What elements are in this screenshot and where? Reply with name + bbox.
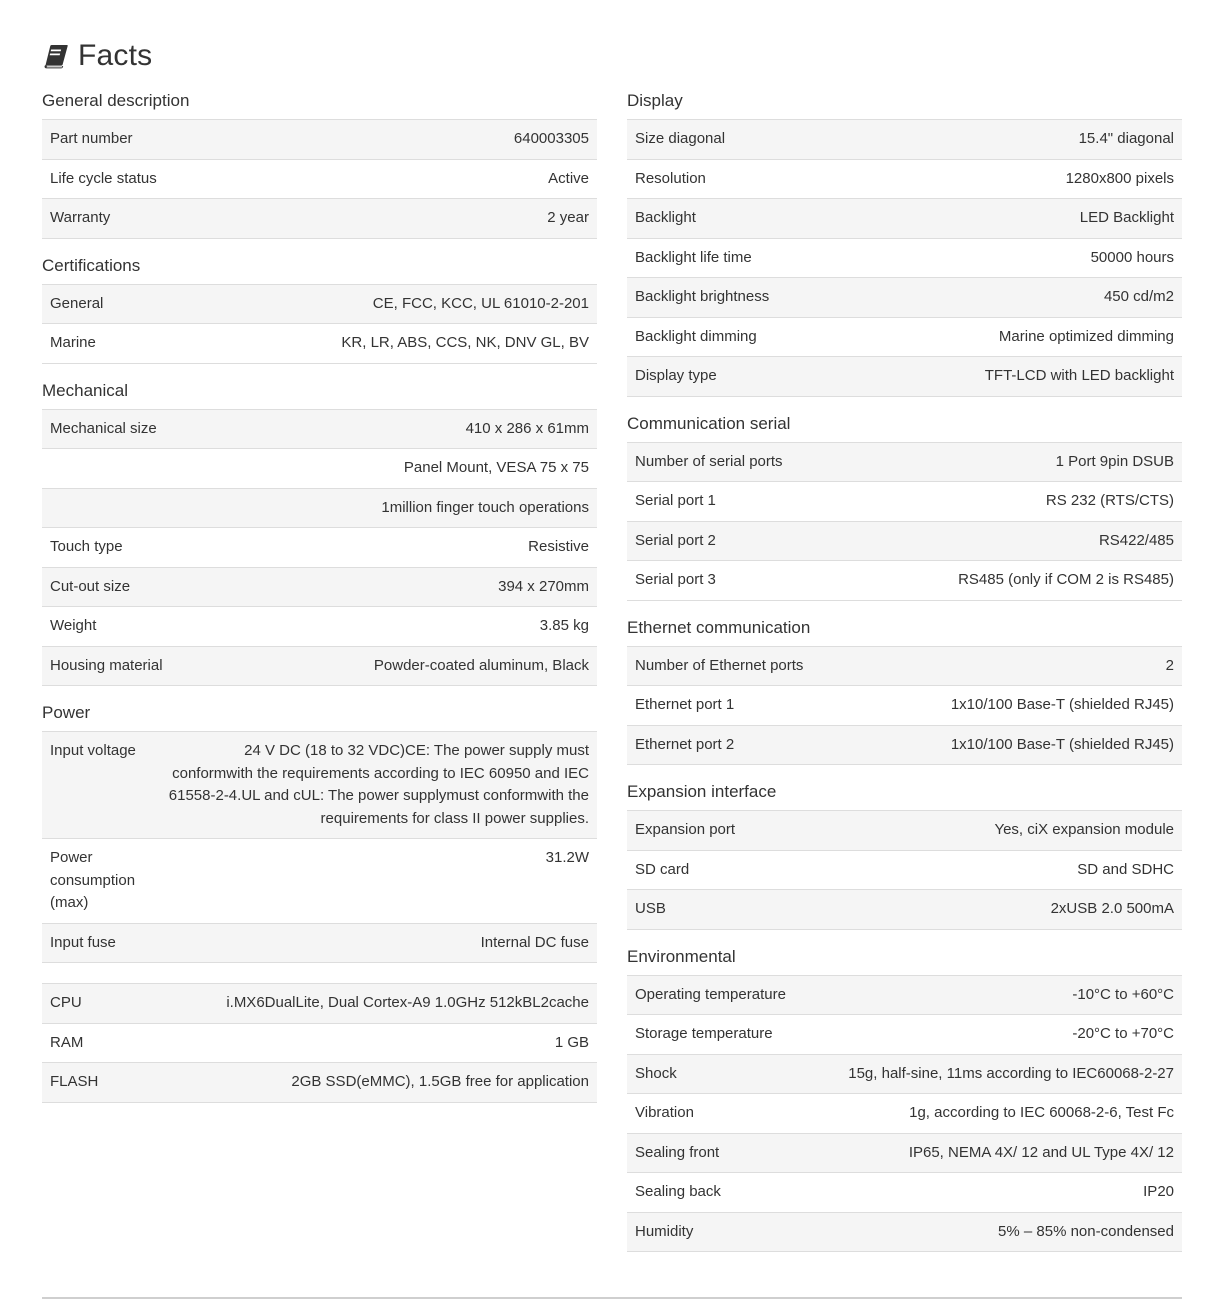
book-icon [42,42,70,70]
row-value: 1280x800 pixels [1065,169,1174,187]
row-label: Vibration [635,1104,694,1121]
row-label [42,449,240,489]
row-value: Yes, ciX expansion module [994,821,1174,838]
table-row [42,567,597,607]
row-label: Backlight brightness [635,288,770,305]
section-title: Expansion interface [627,782,777,801]
row-label: Backlight dimming [635,327,757,345]
facts-table-certifications [42,284,597,364]
row-label: Number of Ethernet ports [635,656,804,674]
section-title: Certifications [42,255,141,275]
row-label: Operating temperature [635,985,786,1003]
facts-table-hardware [42,983,597,1103]
row-value: 15.4" diagonal [1078,130,1174,147]
row-value: 1 Port 9pin DSUB [1055,452,1174,470]
page-title [42,36,152,76]
row-value: 410 x 286 x 61mm [465,419,589,437]
facts-table-mechanical [42,409,597,687]
table-row [627,1173,1182,1213]
table-row [42,923,597,963]
facts-table-general-description [42,119,597,239]
row-label: General [50,294,104,312]
table-row [627,120,1182,160]
row-label: Serial port 2 [635,531,716,549]
table-row [42,732,597,839]
facts-table-environmental [627,975,1182,1253]
table-row [42,284,597,324]
table-row [627,646,1182,686]
table-row [42,1063,597,1103]
section-title: Display [627,91,683,110]
table-row [627,890,1182,930]
table-row [627,1054,1182,1094]
row-label: SD card [635,860,690,878]
facts-table-ethernet-communication [627,646,1182,766]
row-value: RS422/485 [1098,531,1174,549]
row-label [42,488,240,528]
table-row [42,199,597,239]
row-label: Humidity [635,1222,694,1240]
section-title: Ethernet communication [627,617,811,637]
table-row [42,984,597,1024]
row-label: Sealing front [635,1143,720,1161]
row-label: Ethernet port 2 [635,735,735,753]
row-label: USB [635,900,666,917]
row-value: -20°C to +70°C [1072,1025,1174,1042]
row-value: RS485 (only if COM 2 is RS485) [958,571,1174,588]
row-label: Backlight life time [635,248,752,266]
table-row [42,449,597,489]
row-value: 394 x 270mm [498,577,589,595]
row-value: KR, LR, ABS, CCS, NK, DNV GL, BV [341,334,589,351]
row-value: IP20 [1143,1183,1174,1200]
facts-table-communication-serial [627,442,1182,601]
table-row [42,607,597,647]
row-label: RAM [50,1033,84,1051]
row-value: 1g, according to IEC 60068-2-6, Test Fc [909,1104,1174,1121]
facts-table-power [42,731,597,963]
row-label: Housing material [50,656,163,674]
table-row [627,442,1182,482]
row-label: Warranty [50,209,111,226]
row-label: Expansion port [635,821,736,838]
row-label: Weight [50,617,97,634]
table-row [627,725,1182,765]
section-title: General description [42,91,190,110]
table-row [627,357,1182,397]
table-row [627,159,1182,199]
row-label: Power consumption (max) [50,849,136,911]
right-column [627,88,1182,1252]
row-label: Marine [50,334,96,351]
table-row [42,159,597,199]
table-row [627,1212,1182,1252]
row-label: Mechanical size [50,419,157,437]
row-label: Part number [50,130,133,147]
table-row [627,686,1182,726]
row-label: Shock [635,1064,677,1082]
table-row [42,528,597,568]
table-row [627,850,1182,890]
row-label: Size diagonal [635,130,726,147]
table-row [627,975,1182,1015]
row-value: 31.2W [545,849,589,866]
row-label: Backlight [635,209,696,226]
row-value: 5% – 85% non-condensed [998,1222,1174,1240]
left-column [42,88,597,1103]
row-value: 1million finger touch operations [381,498,589,516]
row-label: Input fuse [50,933,116,951]
facts-table-expansion-interface [627,810,1182,930]
table-row [627,199,1182,239]
row-value: -10°C to +60°C [1072,985,1174,1003]
table-row [42,1023,597,1063]
table-row [42,488,597,528]
section-title: Mechanical [42,380,128,400]
row-value: 50000 hours [1090,248,1174,266]
table-row [42,324,597,364]
table-row [627,317,1182,357]
row-label: Serial port 1 [635,492,716,509]
table-row [627,1133,1182,1173]
row-value: 2 year [547,209,589,226]
row-value: 2xUSB 2.0 500mA [1050,900,1174,917]
table-row [627,238,1182,278]
row-label: Ethernet port 1 [635,696,735,713]
row-value: 24 V DC (18 to 32 VDC)CE: The power supply must conformwith the requirements according to IEC 60950 and IEC 61558-2-4.UL and cUL: The power supplymust conformwith the requirements for class II power supplies. [168,742,589,827]
row-value: 2GB SSD(eMMC), 1.5GB free for application [291,1073,589,1090]
row-label: Resolution [635,169,706,187]
row-label: Input voltage [50,742,136,759]
row-value: TFT-LCD with LED backlight [984,367,1174,384]
row-label: CPU [50,994,82,1011]
row-value: CE, FCC, KCC, UL 61010-2-201 [372,294,589,312]
row-value: 1x10/100 Base-T (shielded RJ45) [950,735,1174,753]
row-value: 450 cd/m2 [1103,288,1174,305]
section-title: Communication serial [627,413,791,433]
table-row [627,278,1182,318]
row-value: 3.85 kg [539,617,589,634]
page-title-text: Facts [78,39,153,72]
table-row [42,646,597,686]
row-label: Cut-out size [50,577,131,595]
row-label: Touch type [50,538,123,555]
section-title: Environmental [627,946,736,966]
row-value: Panel Mount, VESA 75 x 75 [403,459,589,476]
table-row [627,521,1182,561]
row-value: RS 232 (RTS/CTS) [1045,492,1174,509]
table-row [627,1094,1182,1134]
row-label: Life cycle status [50,169,157,187]
table-row [42,120,597,160]
row-value: SD and SDHC [1077,860,1174,878]
table-row [627,1015,1182,1055]
row-label: Serial port 3 [635,571,716,588]
row-value: 1 GB [554,1033,589,1051]
row-value: i.MX6DualLite, Dual Cortex-A9 1.0GHz 512kBL2cache [226,994,589,1011]
bottom-divider [42,1297,1182,1299]
row-value: Active [548,169,589,187]
row-value: Resistive [528,538,589,555]
table-row [627,811,1182,851]
table-row [42,409,597,449]
row-value: Internal DC fuse [480,933,589,951]
row-value: 1x10/100 Base-T (shielded RJ45) [950,696,1174,713]
table-row [627,561,1182,601]
row-value: 2 [1165,656,1174,674]
table-row [42,839,597,924]
row-label: Sealing back [635,1183,721,1200]
row-value: Powder-coated aluminum, Black [373,656,589,674]
row-value: 640003305 [513,130,589,147]
row-label: FLASH [50,1073,99,1090]
table-row [627,482,1182,522]
row-value: LED Backlight [1079,209,1174,226]
section-title: Power [42,703,91,722]
row-label: Number of serial ports [635,452,783,470]
row-label: Storage temperature [635,1025,773,1042]
row-label: Display type [635,367,717,384]
row-value: 15g, half-sine, 11ms according to IEC60068-2-27 [848,1064,1174,1082]
facts-table-display [627,119,1182,397]
row-value: Marine optimized dimming [998,327,1174,345]
row-value: IP65, NEMA 4X/ 12 and UL Type 4X/ 12 [908,1143,1174,1161]
